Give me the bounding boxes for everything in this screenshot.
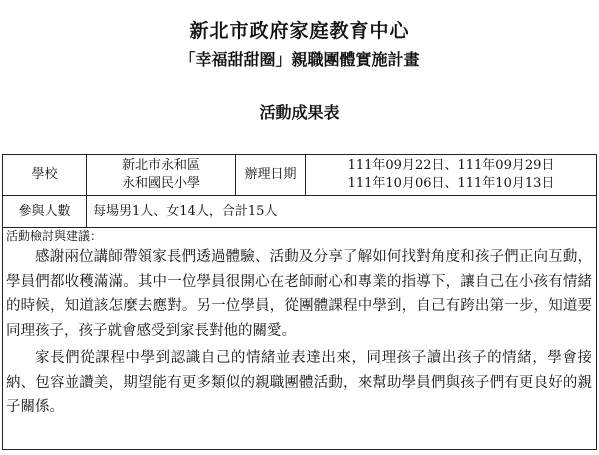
date-label: 辦理日期 bbox=[236, 155, 306, 196]
school-name-line-1: 新北市永和區 bbox=[121, 158, 200, 173]
school-name bbox=[87, 155, 236, 196]
participants-row bbox=[3, 196, 597, 228]
participants-label: 參與人數 bbox=[3, 196, 87, 228]
organization-title: 新北市政府家庭教育中心 bbox=[189, 20, 410, 42]
results-form-table bbox=[2, 154, 597, 450]
school-name-line-2: 永和國民小學 bbox=[121, 176, 200, 191]
review-paragraph-1: 感謝兩位講師帶領家長們透過體驗、活動及分享了解如何找對角度和孩子們正向互動，學員們都收穫滿滿。其中一位學員很開心在老師耐心和專業的指導下，讓自己在小孩有情緒的時候，知道該怎麼去應對。另一位學員，從團體課程中學到，自己有跨出第一步，知道要同理孩子，孩子就會感受到家長對他的關愛。 bbox=[6, 249, 592, 339]
event-dates bbox=[306, 155, 597, 196]
review-cell bbox=[3, 228, 597, 450]
school-label: 學校 bbox=[3, 155, 87, 196]
review-paragraph-2: 家長們從課程中學到認識自己的情緒並表達出來，同理孩子讀出孩子的情緒，學會接納、包容並讚美，期望能有更多類似的親職團體活動，來幫助學員們與孩子們有更良好的親子關係。 bbox=[6, 350, 592, 415]
event-dates-line-2: 111年10月06日、111年10月13日 bbox=[347, 176, 555, 191]
participants-value: 每場男1人、女14人，合計15人 bbox=[87, 196, 597, 228]
school-row bbox=[3, 155, 597, 196]
review-row bbox=[3, 228, 597, 450]
plan-title: 「幸福甜甜圈」親職團體實施計畫 bbox=[179, 50, 420, 69]
report-title: 活動成果表 bbox=[259, 103, 340, 122]
review-heading: 活動檢討與建議： bbox=[6, 229, 103, 243]
event-dates-line-1: 111年09月22日、111年09月29日 bbox=[347, 158, 555, 173]
